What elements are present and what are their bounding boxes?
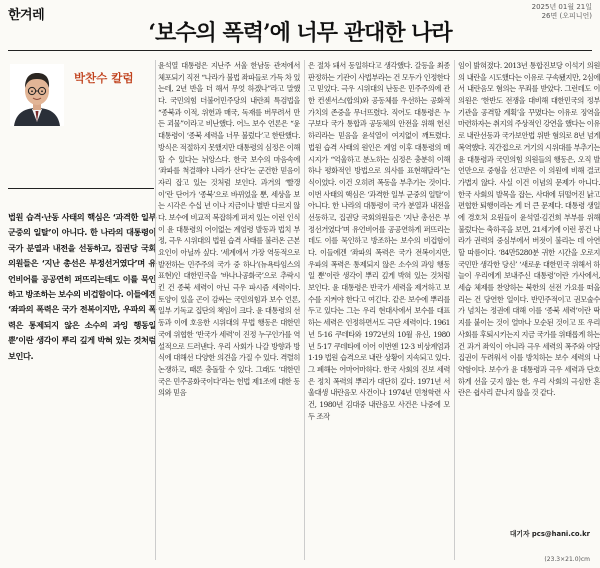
article-text: 윤석열 대통령은 지난주 서울 한남동 관저에서 체포되기 직전 “나라가 불법 좌파들로 가득 차 있는데, 2년 반을 더 해서 무엇 하겠나”라고 말했다. 국민의힘 더불어민주당의 내란죄 특검법을 “종북과 이적, 위헌과 매국, 독재를 버무려서 만든 괴물”이라고 비난했다. 어느 보수 언론은 “윤 대통령이 ‘종북 세력을 너무 불렀다’고 한탄했다. 방식은 적절하지 못했지만 대통령의 심정은 이해할 수 있다는 뉘앙스다. 한국 보수의 마음속에 ‘좌파를 척결해야 나라가 산다’는 군건한 믿음이 자리 잡고 있는 것처럼 보인다. 과거의 ‘빨갱이’란 단어가 ‘종북’으로 바뀌었을 뿐, 세상을 보는 시각은 수십 년 이나 지금이나 별반 다르지 않다. 보수에 비교적 복잡하게 퍼져 있는 이런 인식이 윤 대통령의 어이없는 계엄령 발동과 법치 부정, 극우 시위대의 법원 습격 사태를 불러온 근본 요인이 아닐까 싶다. ‘세계에서 가장 역동적으로 발전하는 민주주의 국가 중 하나’(뉴욕타임스의 표현)인 대한민국을 ‘바나나공화국’으로 추락시킨 건 종북 세력이 아닌 극우 파시즘 세력이다. 토양이 있을 곤이 감싸는 국민의힘과 보수 언론, 일부 기독교 집단의 책임이 크다. 윤 대통령의 선동과 이에 호응한 시위대의 무법 행동은 대한민국에 위협한 ‘반국가 세력’이 진정 누구인가를 역설적으로 드러낸다. 우리 사회가 나갈 방향과 방식에 대해선 다양한 의견을 가질 수 있다. 격렬히 논쟁하고, 때론 충돌할 수 있다. 그래도 ‘대한민국은 민주공화국이다’라는 헌법 제1조에 대한 동의와 믿음 <box>158 61 300 398</box>
column-summary: 법원 습격·난동 사태의 핵심은 ‘과격한 일부 군중의 일탈’이 아니다. 한 나라의 대통령이 국가 분열과 내전을 선동하고, 집권당 국회의원들은 ‘지난 총선은 부정선거였다’며 유언비어를 공공연히 퍼뜨리는데도 이를 묵인하고 방조하는 보수의 비겁함이다. 이들에겐 ‘좌파의 폭력은 국가 전복이지만, 우파의 폭력은 통제되지 않은 소수의 과잉 행동일 뿐’이란 생각이 뿌리 깊게 박혀 있는 것처럼 보인다. <box>8 212 156 361</box>
article-text: 은 절차 돼서 동일하다고 생각했다. 갈등을 최종 판정하는 기관이 사법부라는 건 모두가 인정한다고 믿었다. 극우 시위대의 난동은 민주주의에 관한 컨센서스(합의)와 공동체를 우선하는 공화적 가치의 존중을 무너뜨렸다. 직어도 대통령은 누구보다 국가 통합과 공동체의 안전을 위해 헌신하리라는 믿음을 윤석열이 여지없이 깨트렸다. 법원 습격 사태의 원인은 계엄 이후 대통령의 메시지가 “억울하고 분노하는 심정은 충분히 이해하나 평화적인 방법으로 의사를 표현해달라”는 식이었다. 이건 오히려 폭동을 부추기는 것이다. 이번 사태의 핵심은 ‘과격한 일부 군중의 일탈’이 아니다. 한 나라의 대통령이 국가 분열과 내전을 선동하고, 집권당 국회의원들은 ‘지난 총선은 부정선거였다’며 유언비어를 공공연하게 퍼뜨리는데도 이를 묵인하고 방조하는 보수의 비겁함이다. 이들에겐 ‘좌파의 폭력은 국가 전복이지만, 우파의 폭력은 통제되지 않은 소수의 과잉 행동일 뿐’이란 생각이 뿌리 깊게 박혀 있는 것처럼 보인다. 윤 대통령은 반국가 세력을 제거하고 보수를 지켜야 한다고 여긴다. 같은 보수에 뿌리를 두고 있다는 그는 우리 현대사에서 보수를 대표하는 세력은 인정하면서도 극단 세력이다. 1961년 5·16 쿠데타와 1972년의 10월 유신, 1980년 5·17 쿠데타에 이어 이번엔 12·3 비상계엄과 1·19 법원 습격으로 내란 상황이 지속되고 있다. 그 폐해는 어마어마하다. 한국 사회의 진보 세력은 정치 폭력의 뿌리가 대단히 깊다. 1971년 서울대생 내란음모 사건이나 1974년 민청학련 사건, 1980년 김대중 내란음모 사건은 나중에 모두 조작 <box>308 61 450 421</box>
article-column-3 <box>458 60 600 522</box>
article-text: 임이 밝혀졌다. 2013년 통합진보당 이석기 의원의 내란을 시도했다는 이유로 구속됐지만, 2심에서 내란음모 혐의는 무죄를 받았다. 그런데도 이 의원은 ‘한반도 전쟁을 대비해 대한민국의 정부 기관을 공격할 계획’을 꾸몄다는 이유로 징역을 마련하자는 취지의 주상적인 강연을 했다는 이유로 내란선동과 국가보안법 위반 혐의로 8년 넘게 복역했다. 직간접으로 거기의 시위대를 부추기는 윤 대통령과 국민의힘 의원들의 행동은, 오직 발언만으로 중형을 선고받은 이 의원에 비해 결코 가볍지 않다. 사실 이건 이념의 문제가 아니다. 한국 사회의 발목을 잡는, 사대에 뒤떨어진 낡고 편협한 퇴행이라는 게 더 큰 문제다. 대통령 생일에 경호처 요원들이 윤석열·김건희 부부를 위해 불렀다는 축하곡을 보면, 21세기에 이런 봉건 나라가 권력의 중심부에서 버젓이 불리는 데 아연할 따름이다. ‘84만5280분 귀한 시간을 오로지 국민만 생각한 당신’ ‘새로운 대한민국 위해서 하늘이 우리에게 보내주신 대통령’이란 가사에서, 세습 체제를 찬양하는 북한의 선전 가요를 떠올리는 건 당연한 일이다. 반민주적이고 권모술수가 넘치는 정권에 대해 이를 ‘종북 세력’이란 딱지를 붙이는 것이 얼마나 모순된 것이고 또 우리 사회를 후퇴시키는지 지금 국가를 위태롭게 하는 건 과거 좌익이 아니라 극우 세력의 폭주와 야당 집권이 두려워서 이를 방치하는 보수 세력의 나약함이다. 보수가 윤 대통령과 극우 세력과 단호하게 선을 긋지 않는 한, 우리 사회의 극심한 혼란은 쉽사리 끝나지 않을 것 같다. <box>458 61 600 398</box>
article-column-1 <box>158 60 300 560</box>
column-separator <box>304 60 305 560</box>
author-portrait-illustration <box>10 64 64 126</box>
publication-date: 2025년 01월 21일 <box>531 3 592 11</box>
masthead-logo: 한겨레 <box>8 8 45 23</box>
author-photo <box>10 64 64 126</box>
top-rule <box>8 50 592 51</box>
size-note: (23.3×21.0)cm <box>544 556 590 563</box>
page-section: 26면 (오피니언) <box>541 12 592 20</box>
column-separator <box>454 60 455 560</box>
author-email[interactable]: 대기자 pcs@hani.co.kr <box>509 530 590 538</box>
headline: ‘보수의 폭력’에 너무 관대한 나라 <box>148 20 452 46</box>
author-name: 박찬수 칼럼 <box>74 71 134 85</box>
sidebar-rule <box>8 188 154 189</box>
article-column-2 <box>308 60 450 560</box>
column-separator <box>155 60 156 560</box>
